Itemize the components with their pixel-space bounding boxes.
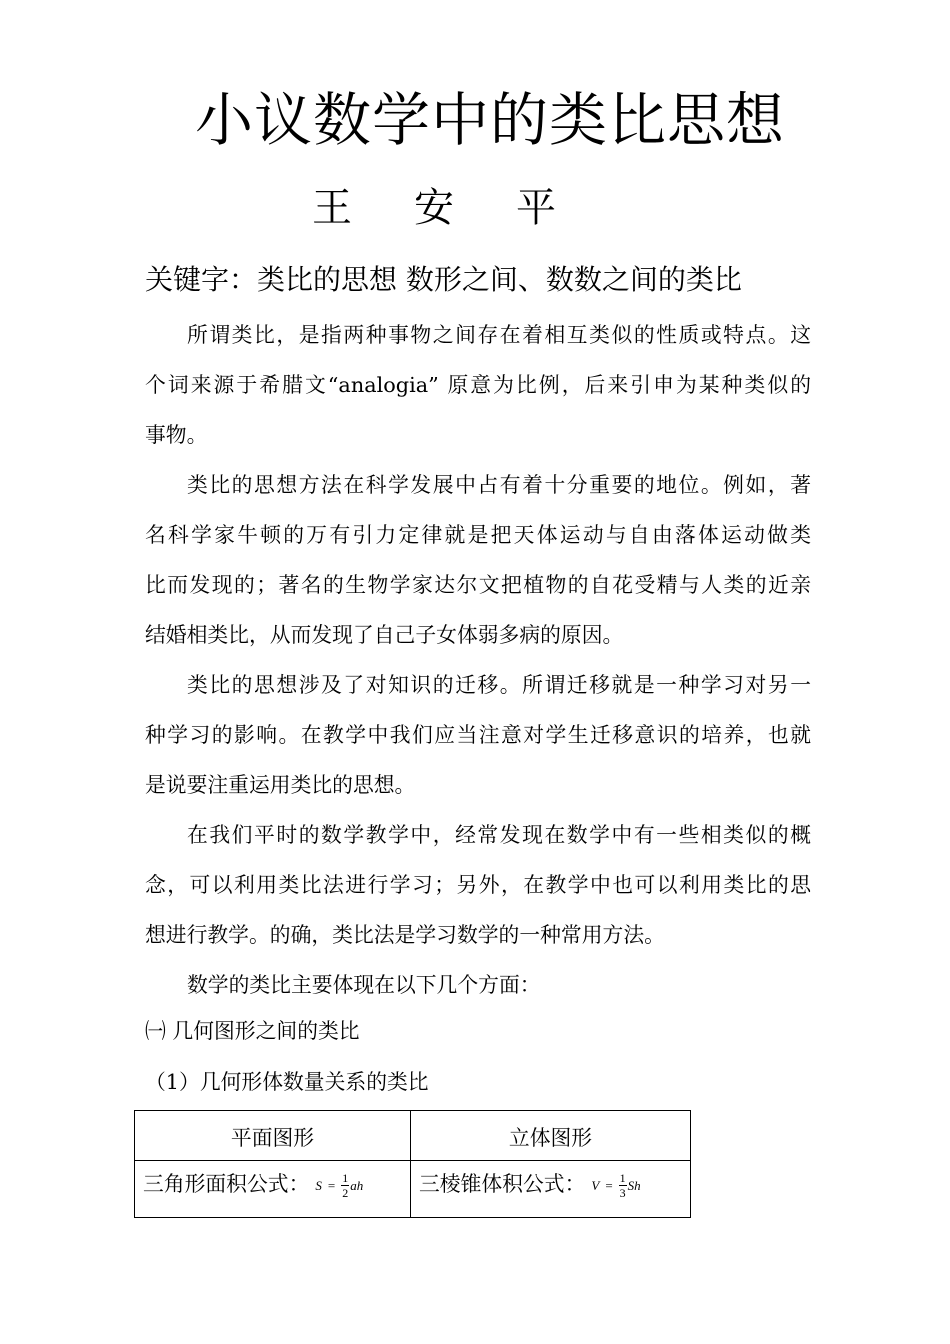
text-line: 事物。: [145, 423, 208, 447]
triangle-area-formula: [315, 1171, 363, 1200]
table-header-row: [135, 1111, 691, 1161]
paragraph: [145, 810, 811, 960]
text-line: 种学习的影响。在教学中我们应当注意对学生迁移意识的培养，也就: [145, 723, 811, 747]
author-char: 平: [516, 185, 556, 231]
table-row: [135, 1161, 691, 1218]
text-line: 是说要注重运用类比的思想。: [145, 773, 416, 797]
author-char: 安: [414, 185, 454, 231]
subsection-heading: （1）几何形体数量关系的类比: [145, 1070, 429, 1094]
paragraph: [145, 960, 811, 1010]
text-line: 念，可以利用类比法进行学习；另外，在教学中也可以利用类比的思: [145, 873, 811, 897]
document-title: 小议数学中的类比思想: [194, 86, 785, 154]
text-line: 结婚相类比，从而发现了自己子女体弱多病的原因。: [145, 623, 624, 647]
section-heading: ㈠ 几何图形之间的类比: [145, 1019, 360, 1043]
table-cell: [135, 1161, 411, 1218]
fraction: [341, 1171, 349, 1200]
paragraph: [145, 460, 811, 660]
text-line: 类比的思想涉及了对知识的迁移。所谓迁移就是一种学习对另一: [187, 673, 811, 697]
formula-label: 三棱锥体积公式：: [419, 1172, 586, 1196]
pyramid-volume-formula: [591, 1171, 640, 1200]
fraction-numerator: 1: [619, 1171, 626, 1185]
formula-label: 三角形面积公式：: [143, 1172, 310, 1196]
text-line: 想进行教学。的确，类比法是学习数学的一种常用方法。: [145, 923, 665, 947]
text-line: 名科学家牛顿的万有引力定律就是把天体运动与自由落体运动做类: [145, 523, 811, 547]
body-text: [145, 310, 811, 1010]
table-header-cell: 立体图形: [411, 1111, 691, 1161]
paragraph: [145, 310, 811, 460]
formula-lhs: V: [591, 1177, 600, 1193]
text-line: 数学的类比主要体现在以下几个方面：: [187, 973, 541, 997]
formula-lhs: S: [315, 1177, 322, 1193]
text-line: 比而发现的；著名的生物学家达尔文把植物的自花受精与人类的近亲: [145, 573, 811, 597]
keywords-line: 关键字：类比的思想 数形之间、数数之间的类比: [145, 263, 742, 296]
author-name: [312, 182, 556, 234]
formula-rest: ah: [350, 1177, 364, 1193]
text-line: 在我们平时的数学教学中，经常发现在数学中有一些相类似的概: [187, 823, 811, 847]
text-line: 类比的思想方法在科学发展中占有着十分重要的地位。例如，著: [187, 473, 811, 497]
fraction-numerator: 1: [342, 1171, 349, 1185]
fraction-denominator: 2: [342, 1186, 349, 1200]
text-line: 所谓类比，是指两种事物之间存在着相互类似的性质或特点。这: [187, 323, 811, 347]
text-line: 个词来源于希腊文“analogia” 原意为比例，后来引申为某种类似的: [145, 373, 811, 397]
author-char: 王: [312, 185, 352, 231]
fraction-denominator: 3: [619, 1186, 626, 1200]
formula-equals: =: [605, 1177, 613, 1193]
formula-equals: =: [327, 1177, 336, 1193]
table-cell: [411, 1161, 691, 1218]
table-header-cell: 平面图形: [135, 1111, 411, 1161]
paragraph: [145, 660, 811, 810]
formula-rest: Sh: [627, 1177, 641, 1193]
comparison-table: [134, 1110, 691, 1218]
fraction: [619, 1171, 627, 1200]
